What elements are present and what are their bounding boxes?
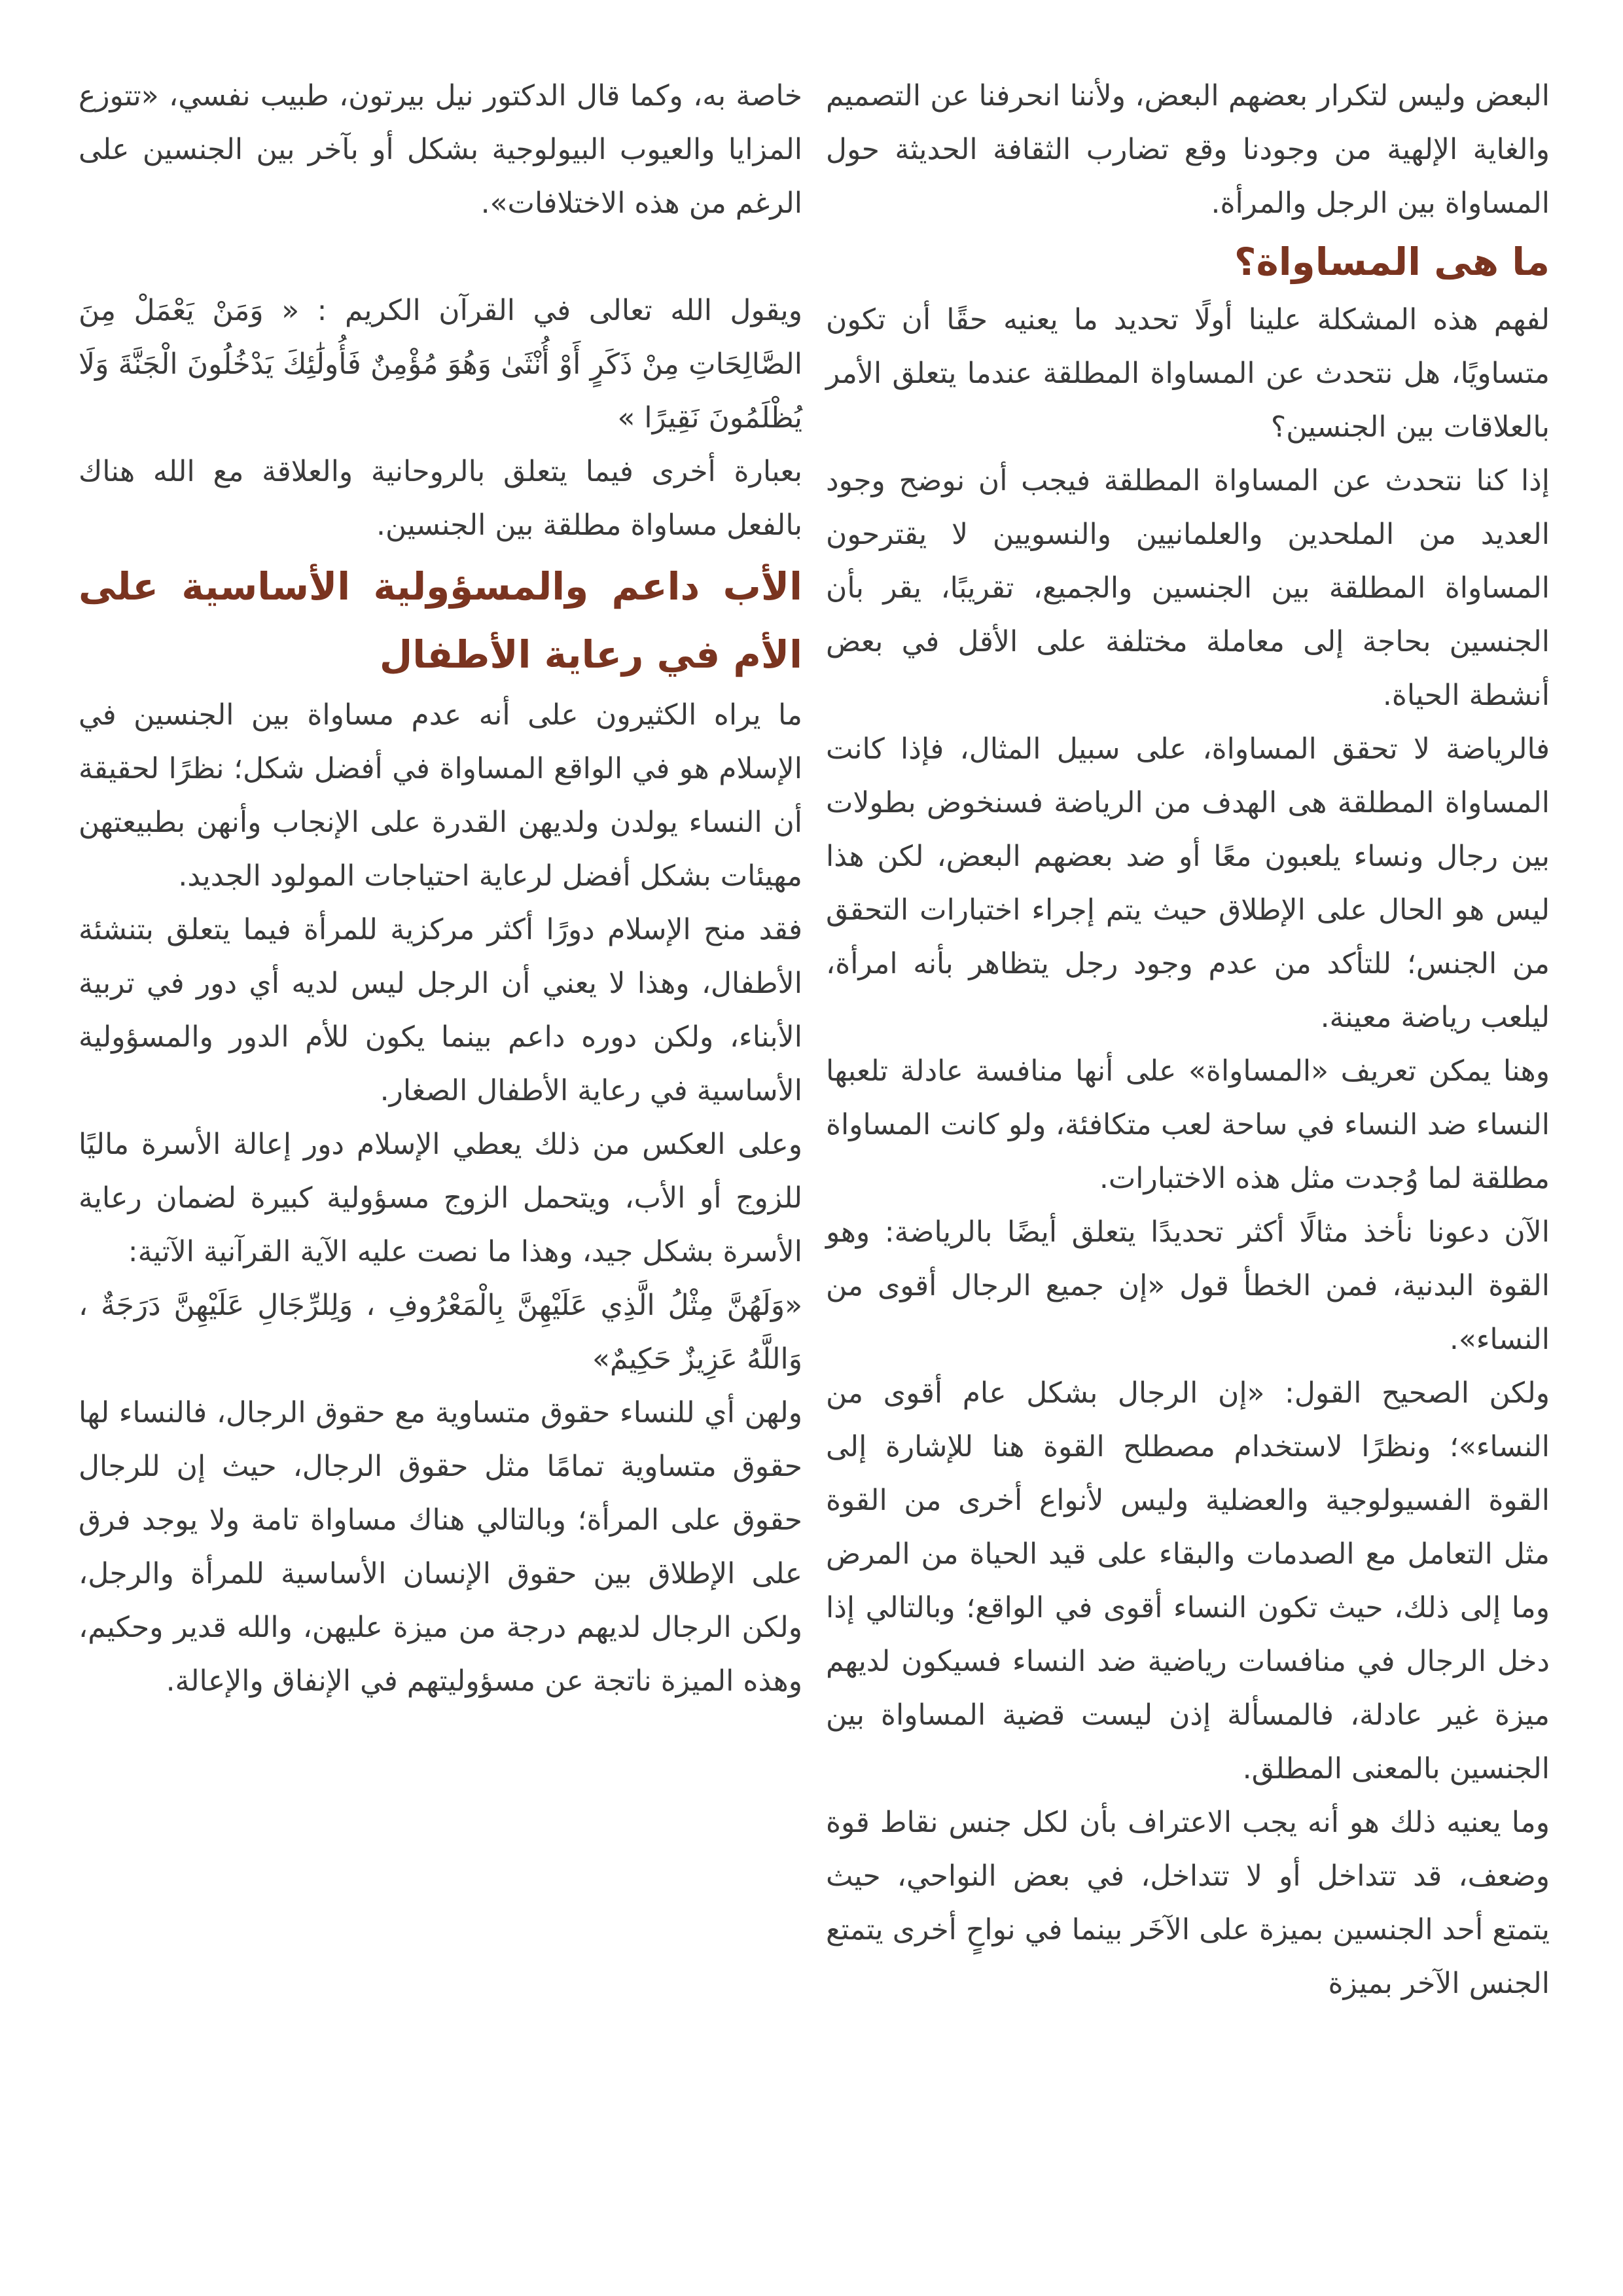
left-column-paragraph: وعلى العكس من ذلك يعطي الإسلام دور إعالة الأسرة ماليًا للزوج أو الأب، ويتحمل الزوج مسؤولية كبيرة لضمان رعاية الأسرة بشكل جيد، وهذا ما نصت عليه الآية القرآنية الآتية:	[79, 1128, 802, 1268]
right-column-paragraph: وهنا يمكن تعريف «المساواة» على أنها منافسة عادلة تلعبها النساء ضد النساء في ساحة لعب متكافئة، ولو كانت المساواة مطلقة لما وُجدت مثل هذه الاختبارات.	[826, 1054, 1550, 1195]
right-column-paragraph: وما يعنيه ذلك هو أنه يجب الاعتراف بأن لكل جنس نقاط قوة وضعف، قد تتداخل أو لا تتداخل، في بعض النواحي، حيث يتمتع أحد الجنسين بميزة على الآخَر بينما في نواحٍ أخرى يتمتع الجنس الآخر بميزة	[826, 1806, 1550, 2000]
left-column-paragraph: ما يراه الكثيرون على أنه عدم مساواة بين الجنسين في الإسلام هو في الواقع المساواة في أفضل شكل؛ نظرًا لحقيقة أن النساء يولدن ولديهن القدرة على الإنجاب وأنهن بطبيعتهن مهيئات بشكل أفضل لرعاية احتياجات المولود الجديد.	[79, 698, 802, 893]
left-column-paragraph: بعبارة أخرى فيما يتعلق بالروحانية والعلاقة مع الله هناك بالفعل مساواة مطلقة بين الجنسين.	[79, 455, 802, 542]
right-column	[826, 69, 1550, 2011]
left-column-paragraph: فقد منح الإسلام دورًا أكثر مركزية للمرأة فيما يتعلق بتنشئة الأطفال، وهذا لا يعني أن الرجل ليس لديه أي دور في تربية الأبناء، ولكن دوره داعم بينما يكون للأم الدور والمسؤولية الأساسية في رعاية الأطفال الصغار.	[79, 913, 802, 1107]
left-column-paragraph: ويقول الله تعالى في القرآن الكريم : « وَمَنْ يَعْمَلْ مِنَ الصَّالِحَاتِ مِنْ ذَكَرٍ أَوْ أُنْثَىٰ وَهُوَ مُؤْمِنٌ فَأُولَٰئِكَ يَدْخُلُونَ الْجَنَّةَ وَلَا يُظْلَمُونَ نَقِيرًا »	[79, 294, 802, 435]
right-column-paragraph: لفهم هذه المشكلة علينا أولًا تحديد ما يعنيه حقًا أن تكون متساويًا، هل نتحدث عن المساواة المطلقة عندما يتعلق الأمر بالعلاقات بين الجنسين؟	[826, 303, 1550, 444]
left-column-spacer	[79, 230, 802, 284]
right-column-paragraph: الآن دعونا نأخذ مثالًا أكثر تحديدًا يتعلق أيضًا بالرياضة: وهو القوة البدنية، فمن الخطأ قول «إن جميع الرجال أقوى من النساء».	[826, 1215, 1550, 1356]
right-column-paragraph: البعض وليس لتكرار بعضهم البعض، ولأننا انحرفنا عن التصميم والغاية الإلهية من وجودنا وقع تضارب الثقافة الحديثة حول المساواة بين الرجل والمرأة.	[826, 79, 1550, 220]
left-column-heading: الأب داعم والمسؤولية الأساسية على الأم في رعاية الأطفال	[79, 564, 802, 677]
left-column	[79, 69, 802, 1708]
right-column-heading: ما هى المساواة؟	[1234, 240, 1550, 284]
right-column-paragraph: ولكن الصحيح القول: «إن الرجال بشكل عام أقوى من النساء»؛ ونظرًا لاستخدام مصطلح القوة هنا للإشارة إلى القوة الفسيولوجية والعضلية وليس لأنواع أخرى من القوة مثل التعامل مع الصدمات والبقاء على قيد الحياة من المرض وما إلى ذلك، حيث تكون النساء أقوى في الواقع؛ وبالتالي إذا دخل الرجال في منافسات رياضية ضد النساء فسيكون لديهم ميزة غير عادلة، فالمسألة إذن ليست قضية المساواة بين الجنسين بالمعنى المطلق.	[826, 1376, 1550, 1785]
left-column-paragraph: «وَلَهُنَّ مِثْلُ الَّذِي عَلَيْهِنَّ بِالْمَعْرُوفِ ، وَلِلرِّجَالِ عَلَيْهِنَّ دَرَجَةٌ ، وَاللَّهُ عَزِيزٌ حَكِيمٌ»	[79, 1289, 802, 1376]
left-column-paragraph: خاصة به، وكما قال الدكتور نيل بيرتون، طبيب نفسي، «تتوزع المزايا والعيوب البيولوجية بشكل أو بآخر بين الجنسين على الرغم من هذه الاختلافات».	[79, 79, 802, 220]
right-column-paragraph: فالرياضة لا تحقق المساواة، على سبيل المثال، فإذا كانت المساواة المطلقة هى الهدف من الرياضة فسنخوض بطولات بين رجال ونساء يلعبون معًا أو ضد بعضهم البعض، لكن هذا ليس هو الحال على الإطلاق حيث يتم إجراء اختبارات التحقق من الجنس؛ للتأكد من عدم وجود رجل يتظاهر بأنه امرأة، ليلعب رياضة معينة.	[826, 732, 1550, 1034]
left-column-paragraph: ولهن أي للنساء حقوق متساوية مع حقوق الرجال، فالنساء لها حقوق متساوية تمامًا مثل حقوق الرجال، حيث إن للرجال حقوق على المرأة؛ وبالتالي هناك مساواة تامة ولا يوجد فرق على الإطلاق بين حقوق الإنسان الأساسية للمرأة والرجل، ولكن الرجال لديهم درجة من ميزة عليهن، والله قدير وحكيم، وهذه الميزة ناتجة عن مسؤوليتهم في الإنفاق والإعالة.	[79, 1396, 802, 1698]
right-column-paragraph: إذا كنا نتحدث عن المساواة المطلقة فيجب أن نوضح وجود العديد من الملحدين والعلمانيين والنسويين لا يقترحون المساواة المطلقة بين الجنسين والجميع، تقريبًا، يقر بأن الجنسين بحاجة إلى معاملة مختلفة على الأقل في بعض أنشطة الحياة.	[826, 464, 1550, 712]
